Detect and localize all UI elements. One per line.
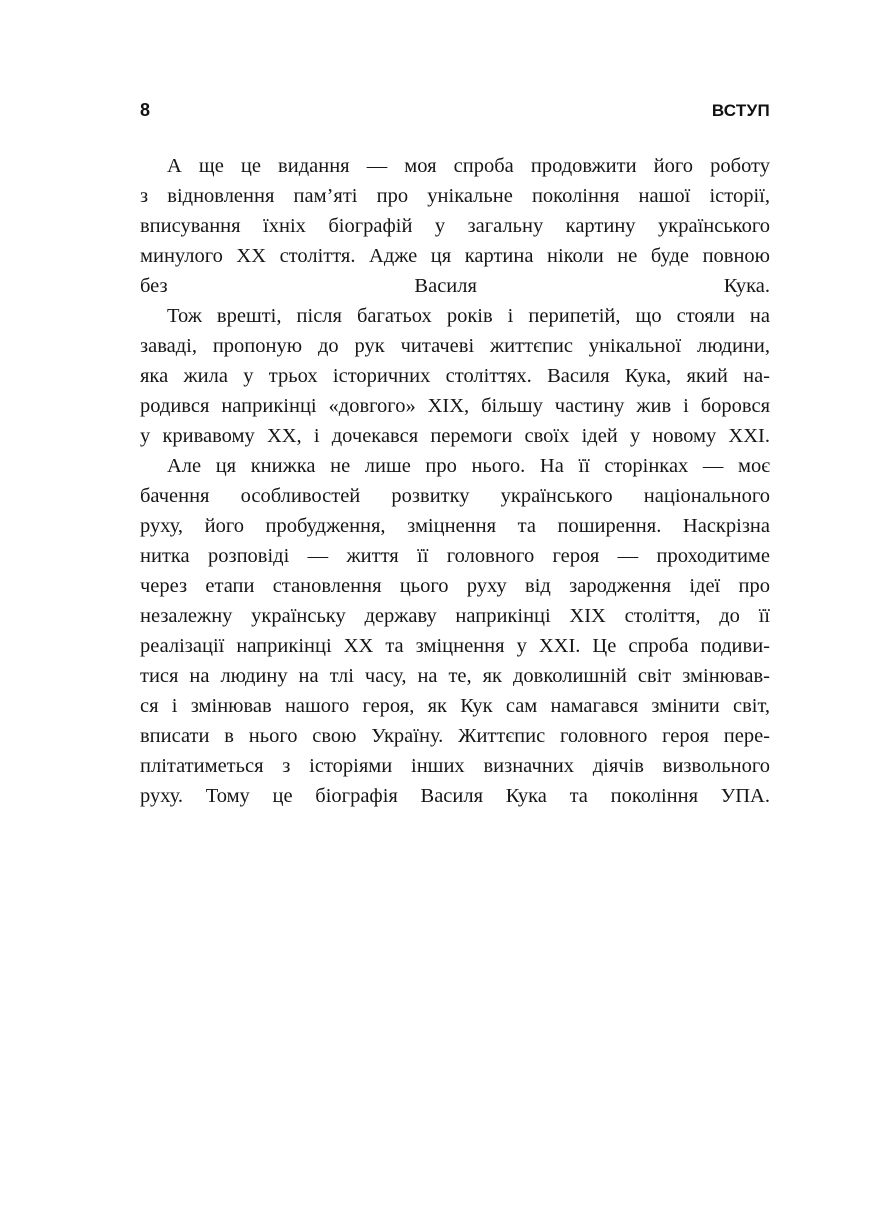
text-line: родився наприкінці «довгого» XIX, більшу частину жив і боровся (140, 395, 770, 417)
page-number: 8 (140, 100, 151, 120)
text-line: без Василя Кука. (140, 275, 770, 297)
body-text-block (140, 151, 770, 811)
text-line: бачення особливостей розвитку українського національного (140, 485, 770, 507)
text-line: А ще це видання — моя спроба продовжити його роботу (167, 155, 770, 177)
text-line: нитка розповіді — життя її головного героя — проходитиме (140, 545, 770, 567)
text-line: Тож врешті, після багатьох років і перипетій, що стояли на (167, 305, 770, 327)
text-line: вписування їхніх біографій у загальну картину українського (140, 215, 770, 237)
text-line: руху. Тому це біографія Василя Кука та покоління УПА. (140, 785, 770, 807)
text-line: у кривавому XX, і дочекався перемоги своїх ідей у новому XXI. (140, 425, 770, 447)
text-line: Але ця книжка не лише про нього. На її сторінках — моє (167, 455, 770, 477)
text-line: через етапи становлення цього руху від зародження ідеї про (140, 575, 770, 597)
text-line: незалежну українську державу наприкінці XIX століття, до її (140, 605, 770, 627)
text-line: ся і змінював нашого героя, як Кук сам намагався змінити світ, (140, 695, 770, 717)
section-header: ВСТУП (711, 101, 770, 120)
text-line: яка жила у трьох історичних століттях. Василя Кука, який на- (140, 365, 770, 387)
text-line: заваді, пропоную до рук читачеві життєпис унікальної людини, (140, 335, 770, 357)
text-line: вписати в нього свою Україну. Життєпис головного героя пере- (140, 725, 770, 747)
text-line: минулого XX століття. Адже ця картина ніколи не буде повною (140, 245, 770, 267)
text-line: реалізації наприкінці XX та зміцнення у XXI. Це спроба подиви- (140, 635, 770, 657)
text-line: плітатиметься з історіями інших визначних діячів визвольного (140, 755, 770, 777)
text-line: руху, його пробудження, зміцнення та поширення. Наскрізна (140, 515, 770, 537)
running-header (140, 100, 770, 121)
text-line: тися на людину на тлі часу, на те, як довколишній світ змінював- (140, 665, 770, 687)
text-line: з відновлення пам’яті про унікальне покоління нашої історії, (140, 185, 770, 207)
